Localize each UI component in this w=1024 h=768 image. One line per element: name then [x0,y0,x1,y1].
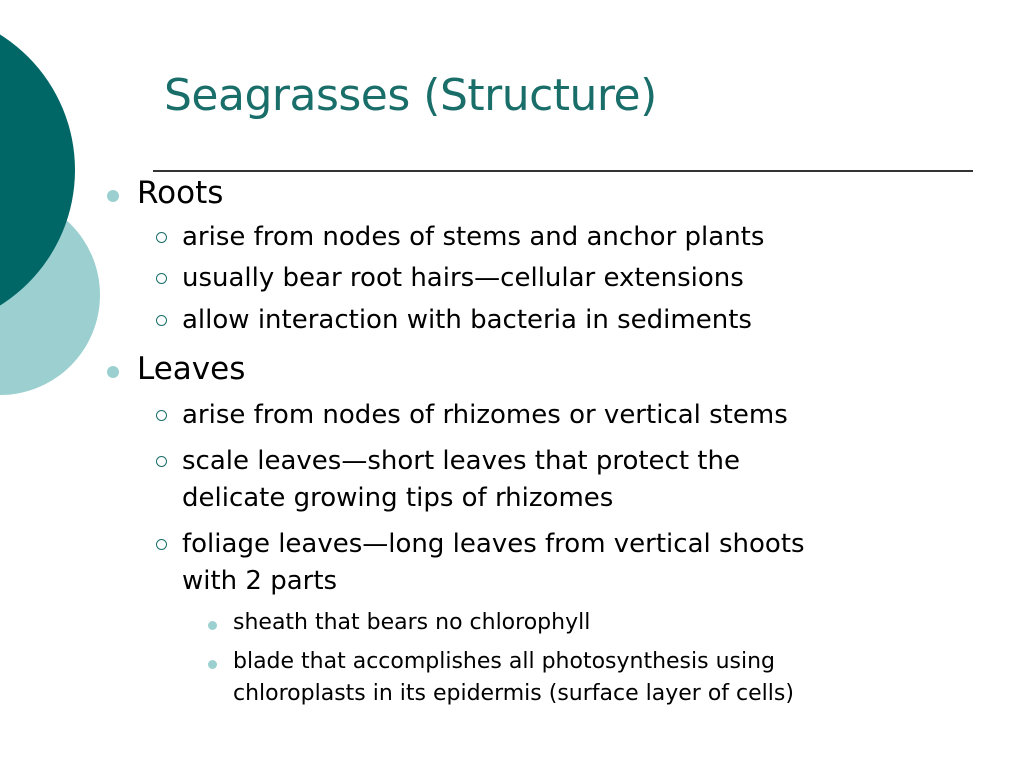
roots-point: allow interaction with bacteria in sediments [182,305,752,335]
roots-point: usually bear root hairs—cellular extensions [182,263,744,293]
leaves-subpoint-continued: chloroplasts in its epidermis (surface layer of cells) [233,681,794,706]
roots-point: arise from nodes of stems and anchor plants [182,222,765,252]
leaves-point: foliage leaves—long leaves from vertical shoots [182,529,805,559]
bullet-leaves: Leaves [137,351,246,387]
slide-title: Seagrasses (Structure) [164,70,657,121]
leaves-point: scale leaves—short leaves that protect the [182,446,740,476]
bullet-dot-icon [208,660,217,669]
hollow-bullet-icon [156,410,167,421]
hollow-bullet-icon [156,456,167,467]
hollow-bullet-icon [156,273,167,284]
leaves-point-continued: delicate growing tips of rhizomes [182,483,614,513]
bullet-dot-icon [208,621,217,630]
leaves-point: arise from nodes of rhizomes or vertical stems [182,400,788,430]
leaves-point-continued: with 2 parts [182,566,338,596]
hollow-bullet-icon [156,315,167,326]
leaves-subpoint: sheath that bears no chlorophyll [233,610,591,635]
hollow-bullet-icon [156,232,167,243]
hollow-bullet-icon [156,539,167,550]
leaves-subpoint: blade that accomplishes all photosynthesis using [233,649,776,674]
bullet-roots: Roots [137,175,224,211]
bullet-dot-icon [107,366,119,378]
bullet-dot-icon [107,190,119,202]
